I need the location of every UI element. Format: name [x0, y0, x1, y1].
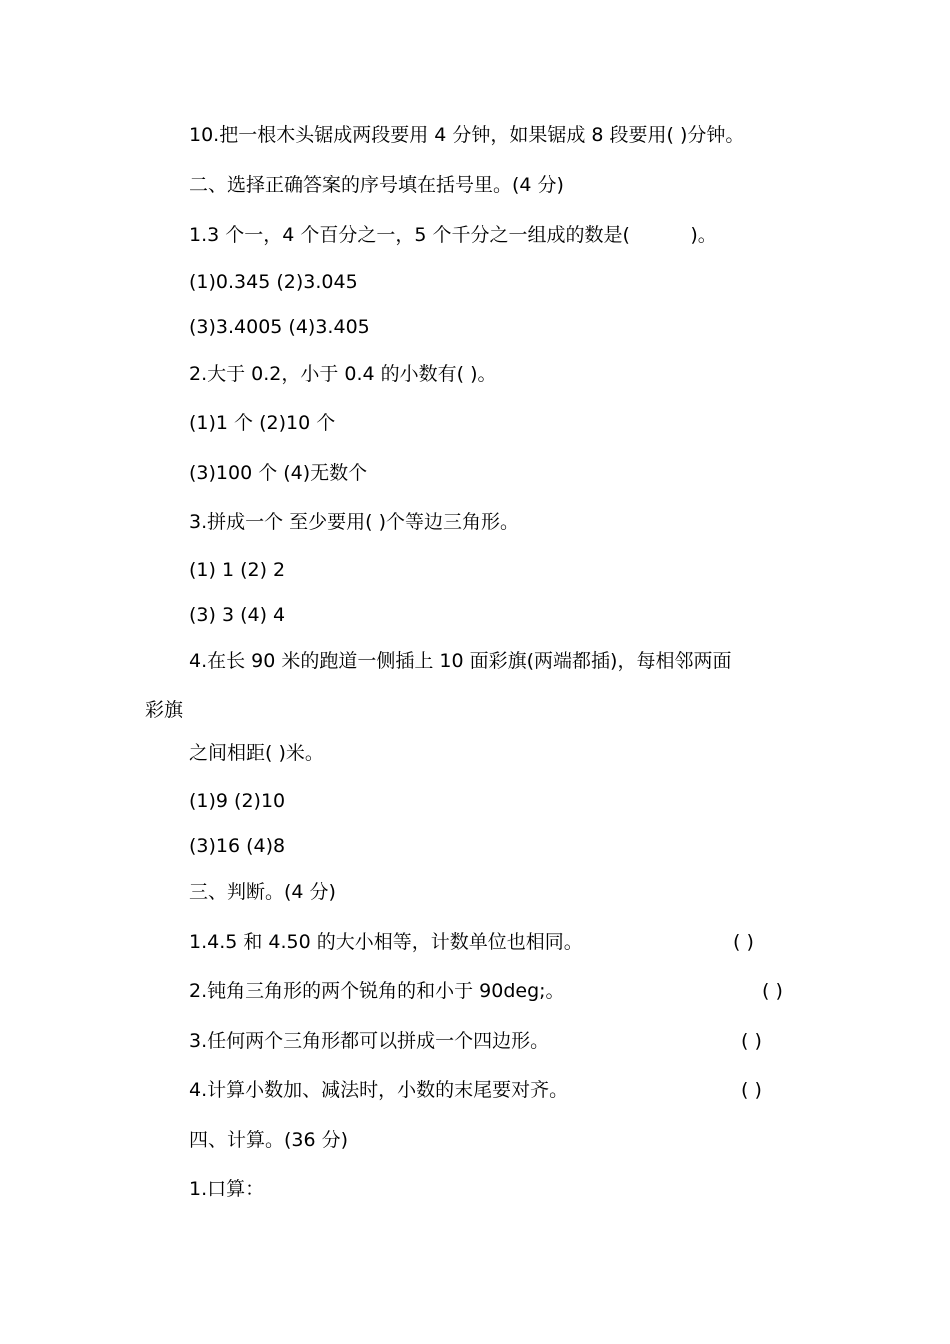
judge-q4-text: 4.计算小数加、减法时，小数的末尾要对齐。	[189, 1079, 569, 1101]
choice-q4-text-cont: 之间相距( )米。	[189, 742, 324, 764]
judge-q4-blank: ( )	[741, 1079, 762, 1101]
calc-q1-text: 1.口算：	[189, 1178, 265, 1200]
judge-q3-blank: ( )	[741, 1030, 762, 1052]
choice-q1-options-a: (1)0.345 (2)3.045	[189, 271, 358, 293]
choice-q3-options-a: (1) 1 (2) 2	[189, 559, 286, 581]
judge-q1-blank: ( )	[733, 931, 754, 953]
judge-q2-text: 2.钝角三角形的两个锐角的和小于 90deg;。	[189, 980, 565, 1002]
section-4-heading: 四、计算。(36 分)	[189, 1129, 349, 1151]
section-3-heading: 三、判断。(4 分)	[189, 881, 336, 903]
judge-q3-text: 3.任何两个三角形都可以拼成一个四边形。	[189, 1030, 550, 1052]
choice-q4-text-wrap: 彩旗	[145, 699, 184, 721]
section-2-heading: 二、选择正确答案的序号填在括号里。(4 分)	[189, 174, 564, 196]
choice-q2-options-b: (3)100 个 (4)无数个	[189, 462, 368, 484]
choice-q3-text: 3.拼成一个 至少要用( )个等边三角形。	[189, 511, 520, 533]
choice-q1-options-b: (3)3.4005 (4)3.405	[189, 316, 370, 338]
choice-q2-options-a: (1)1 个 (2)10 个	[189, 412, 336, 434]
choice-q4-options-b: (3)16 (4)8	[189, 835, 286, 857]
judge-q1-text: 1.4.5 和 4.50 的大小相等，计数单位也相同。	[189, 931, 583, 953]
choice-q3-options-b: (3) 3 (4) 4	[189, 604, 286, 626]
choice-q2-text: 2.大于 0.2，小于 0.4 的小数有( )。	[189, 363, 497, 385]
choice-q4-options-a: (1)9 (2)10	[189, 790, 286, 812]
judge-q2-blank: ( )	[762, 980, 783, 1002]
question-10-text: 10.把一根木头锯成两段要用 4 分钟，如果锯成 8 段要用( )分钟。	[189, 124, 745, 146]
choice-q1-text: 1.3 个一，4 个百分之一，5 个千分之一组成的数是( )。	[189, 224, 717, 246]
choice-q4-text: 4.在长 90 米的跑道一侧插上 10 面彩旗(两端都插)，每相邻两面	[189, 650, 732, 672]
